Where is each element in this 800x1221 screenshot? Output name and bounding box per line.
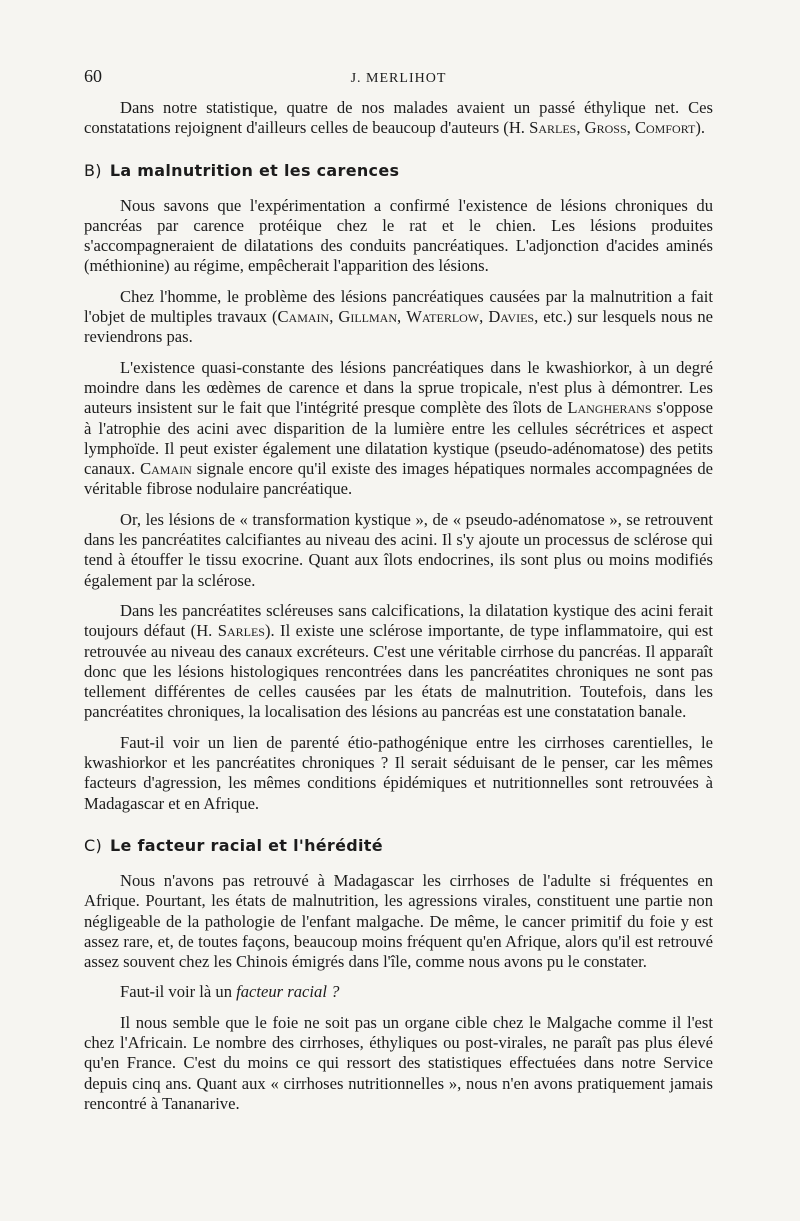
author-name: Camain <box>277 307 330 327</box>
document-page <box>84 66 713 1124</box>
section-title: La malnutrition et les carences <box>109 160 400 180</box>
author-name: Davies <box>488 307 535 327</box>
text-run: Dans notre statistique, quatre de nos malades avaient un passé éthylique net. Ces constatations rejoignent d'ailleurs celles de beaucoup d'auteurs (H. <box>84 98 713 138</box>
section-title: Le facteur racial et l'hérédité <box>110 835 383 855</box>
running-head <box>84 66 713 96</box>
author-name: Gillman <box>338 307 398 327</box>
section-letter: B) <box>84 160 102 180</box>
author-name: Sarles <box>529 118 577 138</box>
text-run: , <box>479 307 489 327</box>
author-name: Comfort <box>634 118 696 138</box>
author-name: Sarles <box>217 621 265 641</box>
author-name: Waterlow <box>406 307 480 327</box>
text-run: , <box>626 118 635 138</box>
text-run: Chez l'homme, le problème des lésions pancréatiques causées par la malnutrition a fait l'objet de multiples travaux ( <box>84 286 713 327</box>
section-c-paragraph-1: Nous n'avons pas retrouvé à Madagascar les cirrhoses de l'adulte si fréquentes en Afrique. Pourtant, les états de malnutrition, les agressions virales, constituent une partie non négligeable de la pathologie de l'enfant malgache. De même, le cancer primitif du foie y est assez rare, et, de toutes façons, beaucoup moins fréquent qu'en Afrique, alors qu'il est retrouvé assez souvent chez les Chinois émigrés dans l'île, comme nous avons pu le constater. <box>84 870 713 972</box>
section-b-paragraph-4: Or, les lésions de « transformation kystique », de « pseudo-adénomatose », se retrouvent dans les pancréatites calcifiantes au niveau des acini. Il s'y ajoute un processus de sclérose qui tend à étouffer le tissu exocrine. Quant aux îlots endocrines, ils sont plus ou moins modifiés également par la sclérose. <box>84 509 713 590</box>
author-name: Gross <box>584 118 627 138</box>
text-run: ). Il existe une sclérose importante, de type inflammatoire, qui est retrouvée au niveau des canaux excréteurs. C'est une véritable cirrhose du pancréas. Il apparaît donc que les lésions histologiques rencontrées dans les pancréatites chroniques ne sont pas tellement différentes de celles causées par les états de malnutrition. Toutefois, dans les pancréatites chroniques, la localisation des lésions au pancréas est une constatation banale. <box>84 621 713 722</box>
section-c-paragraph-2 <box>84 982 713 1002</box>
text-run: ). <box>695 118 705 138</box>
page-number: 60 <box>84 66 102 86</box>
section-b-paragraph-1: Nous savons que l'expérimentation a confirmé l'existence de lésions chroniques du pancréas par carence protéique chez le rat et le chien. Les lésions produites s'accompagneraient de dilatations des conduits pancréatiques. L'adjonction d'acides aminés (méthionine) au régime, empêcherait l'apparition des lésions. <box>84 195 713 276</box>
section-heading-c <box>84 836 713 855</box>
section-letter: C) <box>84 835 103 855</box>
section-heading-b <box>84 161 713 180</box>
text-run: , <box>329 307 339 327</box>
text-run: , <box>397 307 407 327</box>
text-run: Dans les pancréatites scléreuses sans calcifications, la dilatation kystique des acini ferait toujours défaut (H. <box>84 600 713 641</box>
text-run: s'oppose à l'atrophie des acini avec disparition de la lumière entre les cellules sécrétrices et aspect lymphoïde. Il peut exister également une dilatation kystique (pseudo-adénomatose) des petits canaux. <box>84 398 713 479</box>
running-head-author: J. MERLIHOT <box>350 71 447 86</box>
text-run: , <box>576 118 585 138</box>
text-run: , etc.) sur lesquels nous ne reviendrons pas. <box>84 307 714 347</box>
author-name: Langherans <box>567 398 652 418</box>
text-run: Faut-il voir là un <box>120 982 237 1002</box>
italic-phrase: facteur racial ? <box>236 982 340 1002</box>
section-b-paragraph-3 <box>84 358 713 500</box>
author-name: Camain <box>140 459 192 479</box>
text-run: L'existence quasi-constante des lésions pancréatiques dans le kwashiorkor, à un degré moindre dans les œdèmes de carence et dans la sprue tropicale, n'est plus à démontrer. Les auteurs insistent sur le fait que l'intégrité presque complète des îlots de <box>84 357 713 418</box>
text-run: signale encore qu'il existe des images hépatiques normales accompagnées de véritable fibrose nodulaire pancréatique. <box>84 459 713 499</box>
section-b-paragraph-6: Faut-il voir un lien de parenté étio-pathogénique entre les cirrhoses carentielles, le kwashiorkor et les pancréatites chroniques ? Il serait séduisant de le penser, car les mêmes facteurs d'agression, les mêmes conditions épidémiques et nutritionnelles sont retrouvées à Madagascar et en Afrique. <box>84 732 713 813</box>
section-b-paragraph-2 <box>84 287 713 348</box>
intro-paragraph <box>84 98 713 139</box>
section-c-paragraph-3: Il nous semble que le foie ne soit pas un organe cible chez le Malgache comme il l'est chez l'Africain. Le nombre des cirrhoses, éthyliques ou post-virales, ne paraît pas plus élevé qu'en France. C'est du moins ce qui ressort des statistiques effectuées dans notre Service depuis cinq ans. Quant aux « cirrhoses nutritionnelles », nous n'en avons pratiquement jamais rencontré à Tananarive. <box>84 1012 713 1113</box>
section-b-paragraph-5 <box>84 601 713 723</box>
